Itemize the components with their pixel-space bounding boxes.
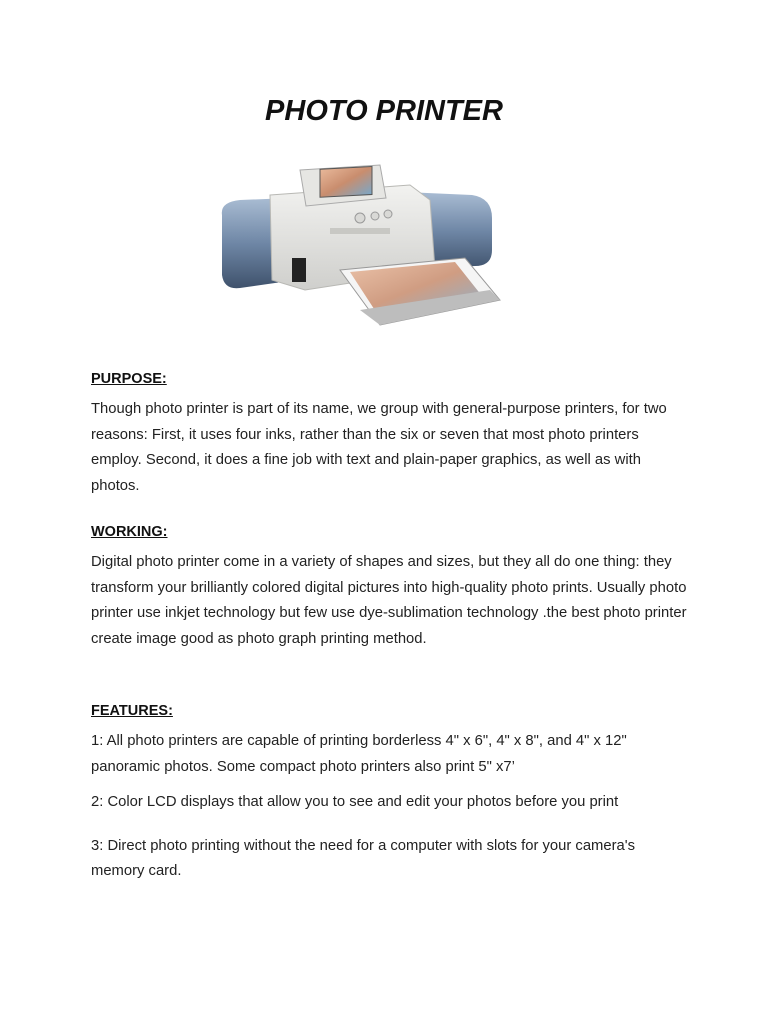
- working-section: [91, 524, 691, 652]
- working-paragraph: Digital photo printer come in a variety of shapes and sizes, but they all do one thing: they transform your brilliantly colored digital pictures into high-quality photo prints. Usually photo printer use inkjet technology but few use dye-sublimation technology .the best photo printer create image good as photo graph printing method.: [91, 554, 687, 647]
- features-heading: FEATURES:: [91, 703, 173, 719]
- purpose-section: [91, 371, 691, 499]
- feature-item-3: 3: Direct photo printing without the need for a computer with slots for your camera's memory card.: [91, 837, 635, 879]
- purpose-paragraph: Though photo printer is part of its name, we group with general-purpose printers, for two reasons: First, it uses four inks, rather than the six or seven that most photo printers employ. Second, it does a fine job with text and plain-paper graphics, as well as with photos.: [91, 401, 667, 494]
- features-section: [91, 703, 691, 885]
- feature-item-2: 2: Color LCD displays that allow you to see and edit your photos before you print: [91, 794, 619, 810]
- purpose-heading: PURPOSE:: [91, 371, 167, 387]
- photo-printer-illustration: [210, 150, 510, 340]
- document-title: PHOTO PRINTER: [265, 95, 503, 127]
- feature-item-1: 1: All photo printers are capable of printing borderless 4" x 6", 4" x 8", and 4" x 12" panoramic photos. Some compact photo printers also print 5" x7’: [91, 733, 627, 775]
- working-heading: WORKING:: [91, 524, 168, 540]
